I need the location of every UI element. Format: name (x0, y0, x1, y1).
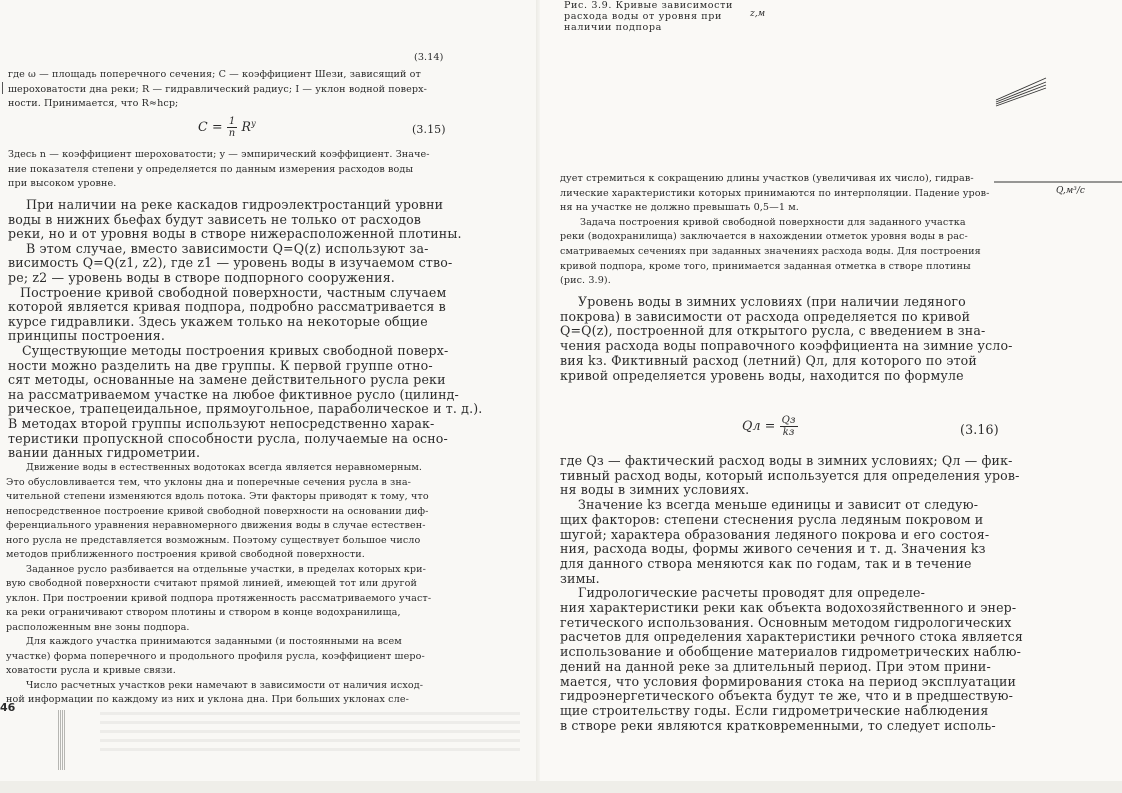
formula-rhs: R (241, 119, 252, 134)
formula-exponent: y (251, 118, 256, 128)
text-line: ференциального уравнения неравномерного движения воды в случае естествен- (6, 520, 426, 531)
text-line: на рассматриваемом участке на любое фиктивное русло (цилинд- (8, 386, 459, 402)
text-line: расхода воды от уровня при (564, 11, 722, 22)
text-line: ности можно разделить на две группы. К первой группе отно- (8, 357, 433, 373)
text-line: Построение кривой свободной поверхности, частным случаем (20, 284, 447, 300)
curve-line (996, 82, 1046, 102)
text-line: воды в нижних бьефах будут зависеть не только от расходов (8, 211, 422, 227)
fraction-numerator: 1 (228, 116, 236, 127)
text-line: вую свободной поверхности считают прямой линией, имеющей тот или другой (6, 578, 418, 589)
text-line: Q=Q(z), построенной для открытого русла, с введением в зна- (560, 323, 986, 339)
text-line: мается, что условия формирования стока на период эксплуатации (560, 673, 1017, 689)
text-line: которой является кривая подпора, подробно рассматривается в (8, 299, 446, 315)
curve-line (996, 85, 1046, 104)
text-line: ния, расхода воды, формы живого сечения и т. д. Значения kз (560, 541, 986, 557)
text-line: ной информации по каждому из них и уклона дна. При больших уклонах сле- (6, 694, 409, 705)
text-line: принципы построения. (8, 328, 165, 344)
text-line: ния характеристики реки как объекта водохозяйственного и энер- (560, 600, 1017, 615)
text-line: реки, но и от уровня воды в створе нижерасположенной плотины. (8, 226, 462, 242)
fraction-denominator: kз (782, 427, 795, 438)
text-line: расчетов для определения характеристики речного стока является (560, 629, 1023, 645)
text-line: Значение kз всегда меньше единицы и зависит от следую- (578, 497, 979, 513)
text-line: Здесь n — коэффициент шероховатости; y — эмпирический коэффициент. Значе- (8, 149, 430, 160)
text-line: рическое, трапецеидальное, прямоугольное, параболическое и т. д.). (8, 401, 483, 417)
text-line: вия kз. Фиктивный расход (летний) Qл, для которого по этой (560, 352, 977, 368)
text-line: Заданное русло разбивается на отдельные участки, в пределах которых кри- (26, 563, 426, 575)
text-line: ности. Принимается, что R≈hср; (8, 98, 179, 109)
text-line: покрова) в зависимости от расхода определяется по кривой (560, 308, 971, 324)
fraction-denominator: n (228, 128, 236, 139)
left-page (0, 0, 540, 793)
text-line: чительной степени изменяются вдоль потока. Эти факторы приводят к тому, что (6, 491, 429, 502)
scan-artifact (58, 710, 66, 770)
fraction (780, 415, 798, 438)
equation-number: (3.14) (414, 52, 444, 63)
text-line: для данного створа меняются как по годам, так и в течение (560, 555, 972, 571)
text-line: Задача построения кривой свободной поверхности для заданного участка (580, 216, 966, 228)
text-line: дений на данной реке за длительный период. При этом прини- (560, 658, 991, 674)
text-line: участке) форма поперечного и продольного профиля русла, коэффициент шеро- (6, 650, 425, 662)
text-line: реки (водохранилища) заключается в нахождении отметок уровня воды в рас- (560, 231, 968, 243)
text-line: сят методы, основанные на замене действительного русла реки (8, 372, 446, 388)
margin-mark (2, 82, 3, 94)
text-line: лические характеристики которых принимаются по интерполяции. Падение уров- (560, 187, 990, 199)
text-line: курсе гидравлики. Здесь укажем только на некоторые общие (8, 313, 428, 329)
right-page (540, 0, 1122, 793)
text-line: ховатости русла и кривые связи. (6, 665, 176, 676)
text-line: непосредственное построение кривой свободной поверхности на основании диф- (6, 505, 429, 517)
text-line: висимость Q=Q(z1, z2), где z1 — уровень воды в изучаемом ство- (8, 255, 453, 271)
text-line: чения расхода воды поправочного коэффициента на зимние усло- (560, 338, 1013, 354)
text-line: Гидрологические расчеты проводят для определе- (578, 585, 926, 601)
text-line: ре; z2 — уровень воды в створе подпорного сооружения. (8, 270, 395, 285)
figure-curves (988, 60, 1108, 120)
text-line: кривой подпора, кроме того, принимается заданная отметка в створе плотины (560, 260, 971, 272)
formula-lhs: C = (198, 119, 223, 134)
text-line: шероховатости дна реки; R — гидравлический радиус; I — уклон водной поверх- (8, 83, 427, 95)
text-line: ного русла не представляется возможным. Поэтому существует большое число (6, 534, 421, 546)
scan-edge (0, 781, 1122, 793)
text-line: Уровень воды в зимних условиях (при наличии ледяного (578, 294, 966, 309)
text-line: где Qз — фактический расход воды в зимних условиях; Qл — фик- (560, 453, 1013, 468)
text-line: Существующие методы построения кривых свободной поверх- (22, 343, 449, 358)
equation-number: (3.15) (412, 123, 446, 136)
text-line: теристики пропускной способности русла, получаемые на осно- (8, 430, 448, 446)
text-line: вании данных гидрометрии. (8, 445, 201, 461)
text-line: при высоком уровне. (8, 178, 117, 189)
page-number: 46 (0, 701, 16, 714)
text-line: расположенным вне зоны подпора. (6, 621, 190, 633)
formula-lhs: Qл = (742, 418, 776, 433)
text-line: зимы. (560, 570, 600, 586)
text-line: методов приближенного построения кривой свободной поверхности. (6, 549, 365, 560)
text-line: шугой; характера образования ледяного покрова и его состоя- (560, 526, 990, 542)
text-line: Число расчетных участков реки намечают в зависимости от наличия исход- (26, 679, 424, 691)
text-line: где ω — площадь поперечного сечения; C — коэффициент Шези, зависящий от (8, 69, 421, 80)
text-line: ня на участке не должно превышать 0,5—1 м. (560, 202, 799, 214)
bleed-through (100, 712, 520, 752)
text-line: щие строительству годы. Если гидрометрические наблюдения (560, 702, 989, 718)
text-line: кривой определяется уровень воды, находится по формуле (560, 367, 964, 383)
text-line: (рис. 3.9). (560, 275, 611, 287)
text-line: гетического использования. Основным методом гидрологических (560, 614, 1012, 630)
text-line: Это обусловливается тем, что уклоны дна и поперечные сечения русла в зна- (6, 476, 411, 488)
text-line: В методах второй группы используют непосредственно харак- (8, 416, 435, 431)
text-line: наличии подпора (564, 22, 662, 33)
text-line: ня воды в зимних условиях. (560, 482, 750, 498)
text-line: ние показателя степени y определяется по данным измерения расходов воды (8, 163, 414, 175)
text-line: уклон. При построении кривой подпора протяженность рассматриваемого участ- (6, 592, 432, 604)
formula-3-16 (742, 415, 798, 438)
text-line: В этом случае, вместо зависимости Q=Q(z) используют за- (26, 240, 429, 256)
text-line: в створе реки являются кратковременными, то следует исполь- (560, 717, 996, 733)
fraction-numerator: Qз (781, 415, 796, 426)
text-line: тивный расход воды, который используется для определения уров- (560, 467, 1020, 483)
equation-number: (3.16) (960, 422, 999, 437)
text-line: При наличии на реке каскадов гидроэлектростанций уровни (26, 197, 444, 212)
text-line: использование и обобщение материалов гидрометрических наблю- (560, 644, 1022, 660)
text-line: сматриваемых сечениях при заданных значениях расхода воды. Для построения (560, 246, 981, 257)
text-line: дует стремиться к сокращению длины участков (увеличивая их число), гидрав- (560, 173, 974, 184)
fraction (227, 116, 238, 139)
text-line: щих факторов: степени стеснения русла ледяным покровом и (560, 511, 984, 527)
y-axis-label: z,м (750, 9, 766, 19)
formula-3-15 (198, 116, 256, 139)
text-line: ка реки ограничивают створом плотины и створом в конце водохранилища, (6, 607, 401, 618)
text-line: Движение воды в естественных водотоках всегда является неравномерным. (26, 462, 423, 473)
x-axis-label: Q,м³/с (1056, 186, 1085, 196)
text-line: гидроэнергетического объекта будут те же, что и в предшествую- (560, 688, 1014, 704)
text-line: Для каждого участка принимаются заданными (и постоянными на всем (26, 636, 402, 647)
text-line: Рис. 3.9. Кривые зависимости (564, 0, 734, 11)
